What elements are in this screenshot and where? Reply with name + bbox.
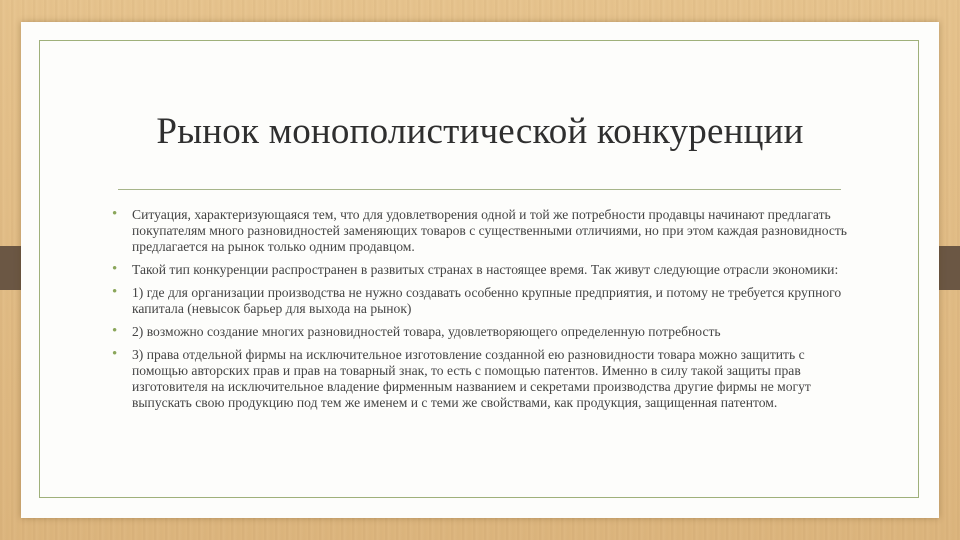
bullet-text: 1) где для организации производства не нужно создавать особенно крупные предприятия, и потому не требуется крупного капитала (невысок барьер для выхода на рынок) [132,285,842,316]
bullet-text: Такой тип конкуренции распространен в развитых странах в настоящее время. Так живут следующие отрасли экономики: [132,262,839,277]
bullet-list [109,207,859,418]
bullet-text: Ситуация, характеризующаяся тем, что для удовлетворения одной и той же потребности продавцы начинают предлагать покупателям много разновидностей заменяющих товаров с существенными отличиями, но при этом каждая разновидность предлагается на рынок только одним продавцом. [132,207,848,254]
bullet-item [109,262,859,278]
bullet-icon: • [112,206,118,222]
left-side-tab [0,246,22,290]
right-side-tab [938,246,960,290]
bullet-text: 2) возможно создание многих разновидностей товара, удовлетворяющего определенную потребность [132,324,721,339]
bullet-item [109,207,859,255]
bullet-text: 3) права отдельной фирмы на исключительное изготовление созданной ею разновидности товара можно защитить с помощью авторских прав и прав на товарный знак, то есть с помощью патентов. Именно в силу такой защиты прав изготовителя на исключительное владение фирменным названием и секретами производства другие фирмы не могут выпускать свою продукцию под тем же именем и с теми же свойствами, как продукция, защищенная патентом. [132,347,811,410]
bullet-icon: • [112,346,118,362]
bullet-icon: • [112,284,118,300]
bullet-item [109,324,859,340]
bullet-icon: • [112,323,118,339]
slide-title: Рынок монополистической конкуренции [156,111,804,152]
slide [21,22,939,518]
title-divider [118,189,841,190]
bullet-item [109,347,859,411]
bullet-icon: • [112,261,118,277]
bullet-item [109,285,859,317]
